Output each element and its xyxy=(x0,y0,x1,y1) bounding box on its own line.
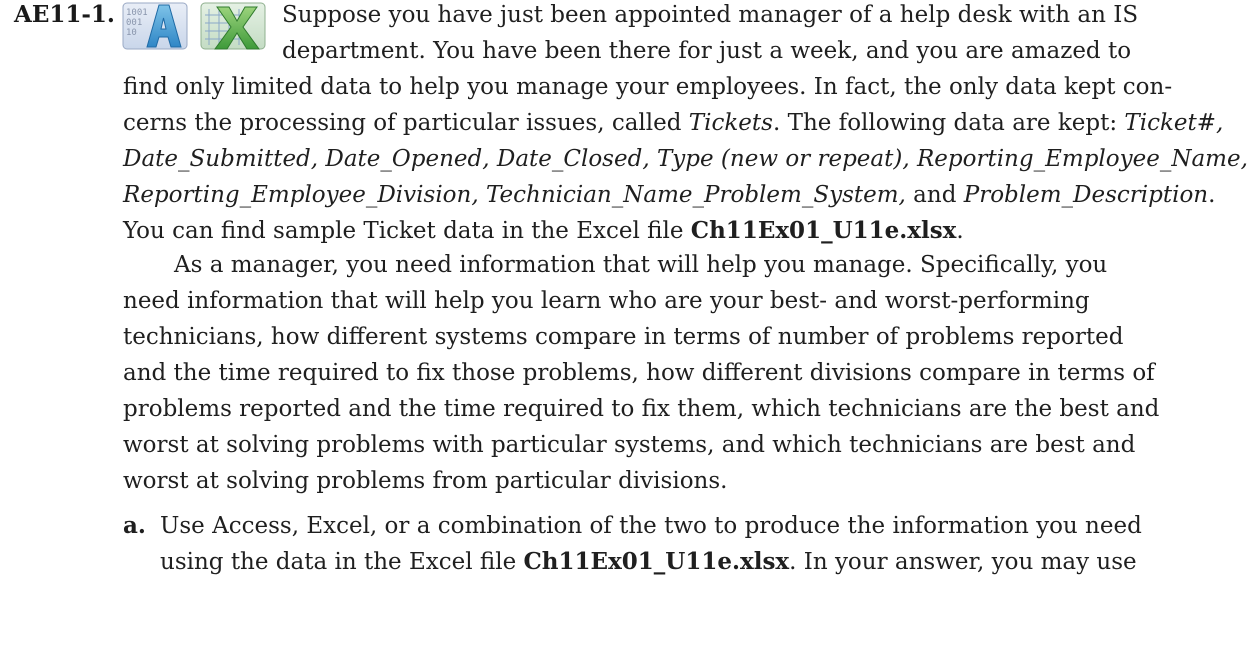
paragraph-1-line: find only limited data to help you manage your employees. In fact, the only data kept con- xyxy=(123,74,1173,100)
excel-file-name: Ch11Ex01_U11e.xlsx xyxy=(690,217,957,244)
item-a-body xyxy=(160,508,1142,580)
access-icon-digits-3: 10 xyxy=(126,28,137,38)
term-tickets: Tickets xyxy=(688,110,773,136)
field-list: Problem_Description xyxy=(963,182,1209,208)
item-a-letter: a. xyxy=(123,512,146,539)
paragraph-2-line: and the time required to fix those problems, how different divisions compare in terms of xyxy=(123,360,1155,386)
paragraph-2-line: worst at solving problems from particular divisions. xyxy=(123,468,728,494)
access-icon-digits-1: 1001 xyxy=(126,8,148,18)
field-list: Reporting_Employee_Division, Technician_Name_Problem_System, xyxy=(123,182,906,208)
paragraph-1 xyxy=(123,0,1248,249)
item-a-line: using the data in the Excel file Ch11Ex01_U11e.xlsx. In your answer, you may use xyxy=(160,548,1137,575)
paragraph-1-line xyxy=(123,141,1248,177)
paragraph-2 xyxy=(123,247,1160,499)
field-list: Ticket#, xyxy=(1124,110,1224,136)
paragraph-2-line: technicians, how different systems compare in terms of number of problems reported xyxy=(123,324,1124,350)
paragraph-2-line: worst at solving problems with particular systems, and which technicians are best and xyxy=(123,432,1136,458)
paragraph-1-line: department. You have been there for just a week, and you are amazed to xyxy=(282,38,1132,64)
paragraph-2-line: need information that will help you learn who are your best- and worst-performing xyxy=(123,288,1090,314)
paragraph-2-line: problems reported and the time required to fix them, which technicians are the best and xyxy=(123,396,1160,422)
paragraph-2-line: As a manager, you need information that will help you manage. Specifically, you xyxy=(174,252,1108,278)
field-list: Date_Submitted, Date_Opened, Date_Closed, Type (new or repeat), Reporting_Employee_Name, xyxy=(123,146,1248,172)
item-a-line: Use Access, Excel, or a combination of the two to produce the information you need xyxy=(160,513,1142,539)
excel-file-name: Ch11Ex01_U11e.xlsx xyxy=(523,548,790,575)
paragraph-1-line: cerns the processing of particular issues, called Tickets. The following data are kept: Ticket#, xyxy=(123,110,1224,136)
paragraph-1-line: You can find sample Ticket data in the Excel file Ch11Ex01_U11e.xlsx. xyxy=(123,217,964,244)
paragraph-1-line: Reporting_Employee_Division, Technician_Name_Problem_System, and Problem_Description. xyxy=(123,182,1216,208)
paragraph-1-line: Suppose you have just been appointed manager of a help desk with an IS xyxy=(282,2,1139,28)
exercise-label: AE11-1. xyxy=(14,1,115,28)
access-icon-digits-2: 001 xyxy=(126,18,143,28)
